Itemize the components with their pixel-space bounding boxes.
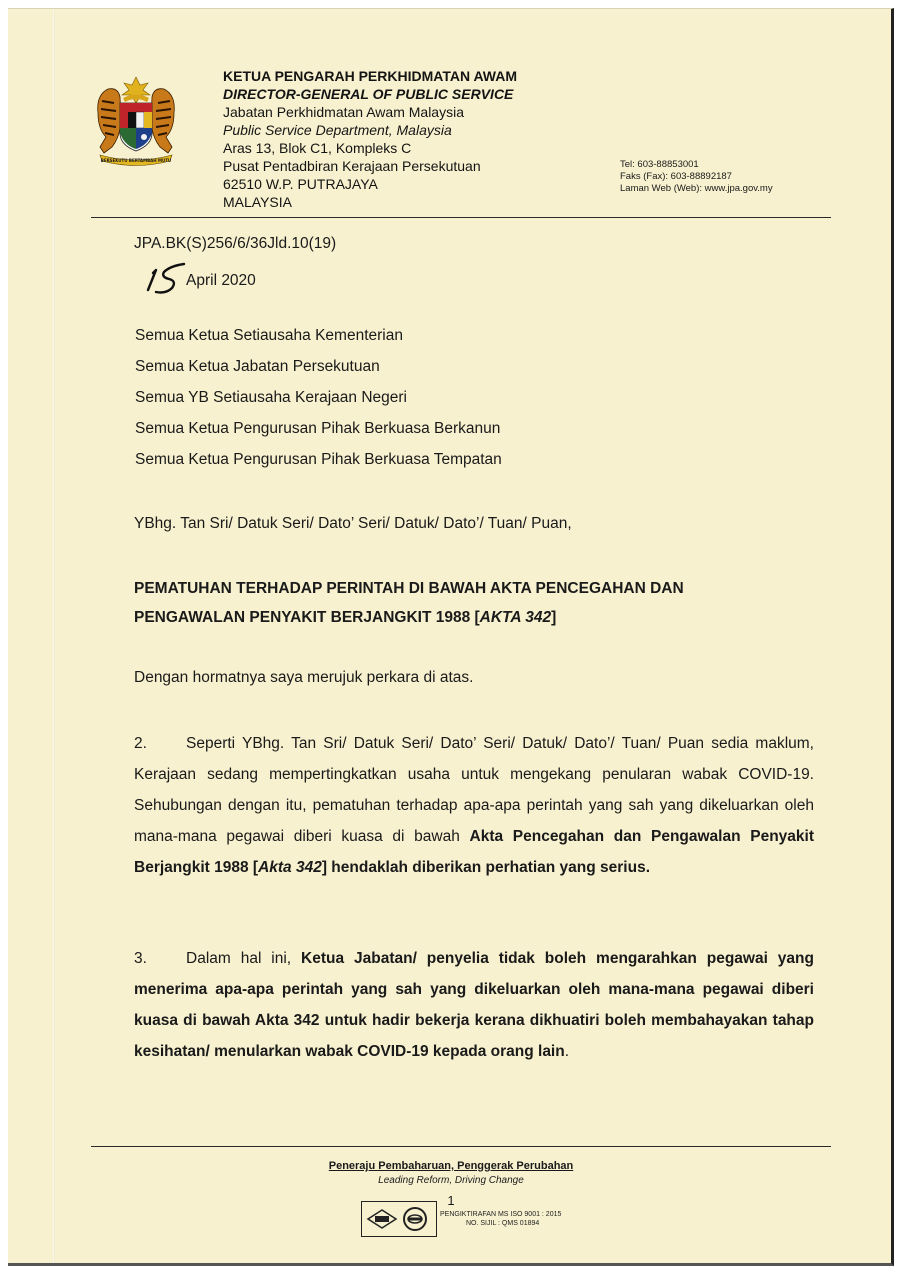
paragraph-bold-text: ] hendaklah diberikan perhatian yang serius. (321, 859, 651, 876)
paragraph-act-ref: Akta 342 (258, 859, 322, 876)
motto-ms: Peneraju Pembaharuan, Penggerak Perubahan (328, 1160, 574, 1172)
paragraph-bold-text: Ketua Jabatan/ penyelia tidak boleh mengarahkan pegawai yang menerima apa-apa perintah yang sah yang dikeluarkan oleh mana-mana pegawai diberi kuasa di bawah Akta 342 untuk hadir bekerja kerana dikhuatiri boleh membahayakan tahap kesihatan/ menularkan wabak COVID-19 kepada orang lain (134, 950, 814, 1060)
subject-line-2 (134, 603, 834, 632)
intro-sentence: Dengan hormatnya saya merujuk perkara di atas. (134, 669, 474, 686)
letterhead-address-line: Aras 13, Blok C1, Kompleks C (223, 140, 412, 156)
letterhead-title-ms: KETUA PENGARAH PERKHIDMATAN AWAM (223, 68, 517, 84)
paragraph-2 (134, 728, 814, 883)
cert-line: NO. SIJIL : QMS 01894 (466, 1220, 540, 1227)
paragraph-3 (134, 943, 814, 1067)
recipient-list (135, 325, 502, 480)
contact-tel: Tel: 603-88853001 (620, 159, 699, 170)
subject-act-ref: AKTA 342 (479, 609, 552, 626)
recipient-line: Semua Ketua Jabatan Persekutuan (135, 358, 380, 375)
paragraph-number: 2. (134, 735, 147, 752)
recipient-line: Semua Ketua Pengurusan Pihak Berkuasa Berkanun (135, 420, 501, 437)
letterhead-address (223, 67, 517, 211)
iso-cert-icon (362, 1202, 436, 1236)
letterhead-contact (620, 159, 773, 195)
recipient-line: Semua Ketua Pengurusan Pihak Berkuasa Tempatan (135, 451, 502, 468)
subject-line-1: PEMATUHAN TERHADAP PERINTAH DI BAWAH AKTA PENCEGAHAN DAN (134, 580, 684, 597)
letterhead-dept-ms: Jabatan Perkhidmatan Awam Malaysia (223, 104, 464, 120)
letterhead-dept-en: Public Service Department, Malaysia (223, 122, 452, 138)
salutation: YBhg. Tan Sri/ Datuk Seri/ Dato’ Seri/ Datuk/ Dato’/ Tuan/ Puan, (134, 515, 572, 532)
footer-motto (8, 1160, 894, 1186)
recipient-line: Semua Ketua Setiausaha Kementerian (135, 327, 403, 344)
coat-of-arms-icon (90, 73, 182, 169)
letterhead-title-en: DIRECTOR-GENERAL OF PUBLIC SERVICE (223, 86, 514, 102)
letterhead-address-line: 62510 W.P. PUTRAJAYA (223, 176, 378, 192)
recipient-line: Semua YB Setiausaha Kerajaan Negeri (135, 389, 407, 406)
reference-number: JPA.BK(S)256/6/36Jld.10(19) (134, 235, 337, 252)
certification-logos (361, 1201, 437, 1237)
page-fold-shadow (53, 9, 55, 1263)
certification-text (440, 1210, 561, 1228)
paragraph-text: Dalam hal ini, (186, 950, 302, 967)
page-number: 1 (447, 1193, 455, 1208)
letterhead-address-line: MALAYSIA (223, 194, 292, 210)
footer-divider (91, 1146, 831, 1147)
letter-page (8, 8, 894, 1266)
contact-fax: Faks (Fax): 603-88892187 (620, 171, 732, 182)
contact-web: Laman Web (Web): www.jpa.gov.my (620, 183, 773, 194)
paragraph-number: 3. (134, 950, 147, 967)
paragraph-end: . (564, 1043, 570, 1060)
subject-bracket: ] (551, 609, 557, 626)
crest-motto-text: BERSEKUTU BERTAMBAH MUTU (100, 158, 172, 163)
header-divider (91, 217, 831, 218)
cert-line: PENGIKTIRAFAN MS ISO 9001 : 2015 (440, 1211, 562, 1218)
subject-heading (134, 574, 834, 632)
paragraph-text: Seperti YBhg. Tan Sri/ Datuk Seri/ Dato’ Seri/ Datuk/ Dato’/ Tuan/ Puan sedia maklum, Kerajaan sedang mempertingkatkan usaha untuk mengekang penularan wabak COVID-19. Sehubungan dengan itu, pematuhan terhadap apa-apa perintah yang sah yang dikeluarkan oleh mana-mana pegawai diberi kuasa di bawah (134, 735, 814, 845)
letter-date: April 2020 (186, 272, 256, 289)
motto-en: Leading Reform, Driving Change (378, 1175, 524, 1186)
subject-text: PENGAWALAN PENYAKIT BERJANGKIT 1988 [ (134, 609, 480, 626)
paragraph-bold-text: Akta Pencegahan dan Pengawalan Penyakit Berjangkit 1988 [ (134, 828, 814, 876)
letterhead-address-line: Pusat Pentadbiran Kerajaan Persekutuan (223, 158, 481, 174)
